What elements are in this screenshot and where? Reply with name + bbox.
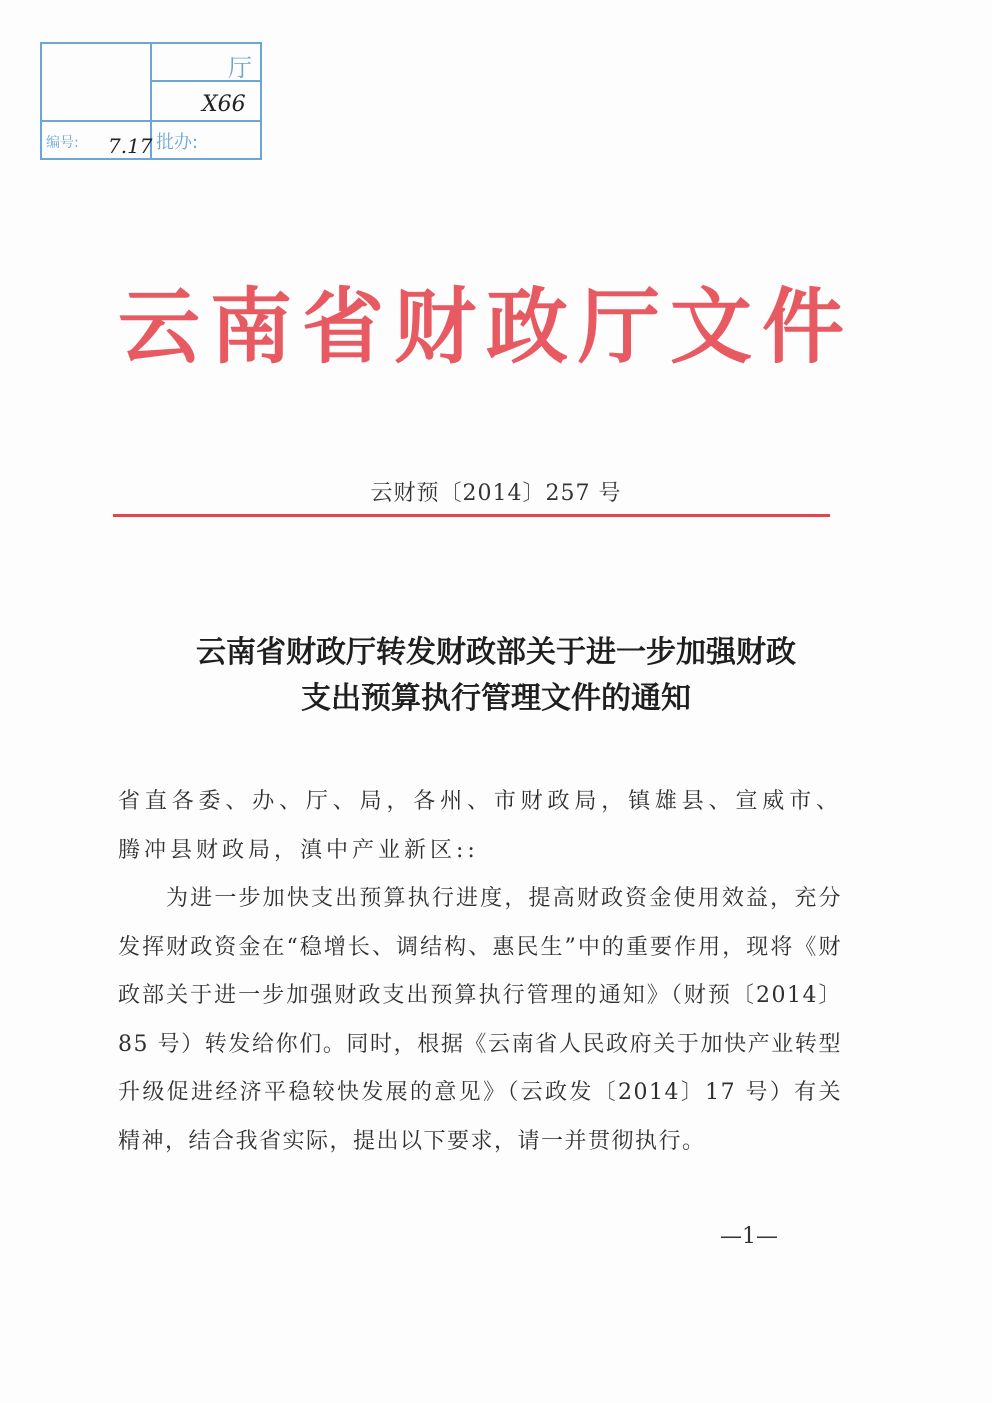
stamp-label-instruction: 批办: [156, 132, 199, 153]
receipt-stamp [40, 42, 262, 160]
notice-title [100, 630, 892, 722]
body-paragraph: 为进一步加快支出预算执行进度，提高财政资金使用效益，充分发挥财政资金在“稳增长、调结构、惠民生”中的重要作用，现将《财政部关于进一步加强财政支出预算执行管理的通知》（财预〔2014〕85 号）转发给你们。同时，根据《云南省人民政府关于加快产业转型升级促进经济平稳较快发展的意见》（云政发〔2014〕17 号）有关精神，结合我省实际，提出以下要求，请一并贯彻执行。 [118, 886, 842, 1154]
stamp-handwritten-date: 7.17 [108, 134, 153, 158]
stamp-office-char: 厅 [228, 54, 252, 82]
red-header-title: 云南省财政厅文件 [118, 279, 855, 375]
notice-body [118, 778, 842, 1166]
page-number: —1— [720, 1224, 778, 1249]
document-number: 云财预〔2014〕257 号 [370, 481, 622, 506]
addressee: 省直各委、办、厅、局，各州、市财政局，镇雄县、宣威市、腾冲县财政局，滇中产业新区:: [118, 789, 842, 863]
stamp-handwritten-number: X66 [202, 92, 246, 117]
red-separator-line [113, 514, 830, 517]
notice-title-line-2: 支出预算执行管理文件的通知 [301, 681, 691, 716]
notice-title-line-1: 云南省财政厅转发财政部关于进一步加强财政 [196, 635, 796, 670]
stamp-label-number: 编号: [46, 135, 79, 151]
stamp-divider [42, 120, 262, 122]
